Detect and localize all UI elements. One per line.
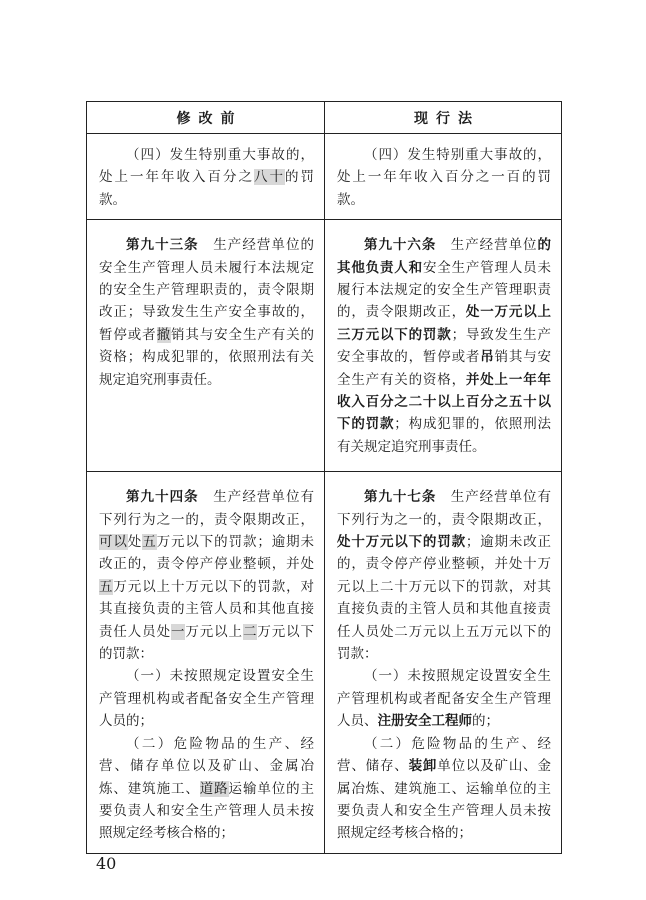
cell-current <box>325 220 562 472</box>
text-segment: 销其与安全生产有关的资格， <box>337 349 552 388</box>
text-segment: 万元以上 <box>185 623 243 640</box>
cell-current-text <box>325 134 561 219</box>
highlighted-text: 五 <box>142 534 157 551</box>
text-segment: 万元以下的罚款： <box>99 623 315 663</box>
bold-text: 吊 <box>480 349 495 366</box>
highlighted-text: 撤 <box>156 326 171 343</box>
cell-before <box>87 220 325 472</box>
paragraph <box>337 234 551 458</box>
table-header-row <box>87 102 562 134</box>
bold-text: 装卸 <box>408 758 438 775</box>
cell-current-text <box>325 220 561 466</box>
bold-text: 处十万元以下的罚款 <box>337 534 466 551</box>
text-segment: （二）危险物品的生产、经营、储存、 <box>337 735 551 775</box>
bold-text: 注册安全工程师 <box>377 713 472 730</box>
text-segment: 运输单位的主要负责人和安全生产管理人员未按照规定经考核合格的； <box>99 780 315 842</box>
text-segment: ；逾期未改正的，责令停产停业整顿，并处十万元以上二十万元以下的罚款，对其直接负责的主管人员和其他直接责任人员处二万元以上五万元以下的罚款： <box>337 534 552 663</box>
text-segment: 的； <box>472 713 499 730</box>
cell-before <box>87 472 325 854</box>
text-segment: ；构成犯罪的，依照刑法有关规定追究刑事责任。 <box>337 416 552 455</box>
bold-text: 的其他负责人和 <box>337 237 552 276</box>
table-row <box>87 220 562 472</box>
bold-text: 处一万元以上三万元以下的罚款 <box>337 304 552 343</box>
header-current: 现行法 <box>325 102 562 134</box>
cell-before-text <box>87 134 324 219</box>
comparison-table <box>86 101 562 854</box>
paragraph <box>337 486 551 665</box>
paragraph <box>99 144 314 211</box>
cell-before <box>87 134 325 220</box>
paragraph <box>337 733 551 845</box>
text-segment: 的罚款。 <box>99 169 314 208</box>
highlighted-text: 八十 <box>254 169 285 186</box>
bold-text: 并处上一年年收入百分之二十以上百分之五十以下的罚款 <box>337 371 552 433</box>
paragraph <box>99 234 314 391</box>
text-segment: （一）未按照规定设置安全生产管理机构或者配备安全生产管理人员、 <box>337 668 551 730</box>
text-segment: ；导致发生生产安全事故的，暂停或者 <box>337 326 552 366</box>
table-row <box>87 472 562 854</box>
highlighted-text: 可以 <box>99 534 128 551</box>
highlighted-text: 二 <box>242 623 258 640</box>
paragraph <box>337 665 551 732</box>
highlighted-text: 五 <box>99 578 114 595</box>
paragraph <box>337 144 551 211</box>
header-before: 修改前 <box>87 102 325 134</box>
bold-text: 第九十三条 <box>126 237 199 254</box>
text-segment: 万元以上十万元以下的罚款，对其直接负责的主管人员和其他直接责任人员处 <box>99 578 315 640</box>
text-segment: 销其与安全生产有关的资格；构成犯罪的，依照刑法有关规定追究刑事责任。 <box>99 326 315 388</box>
cell-current <box>325 134 562 220</box>
cell-current-text <box>325 472 561 853</box>
text-segment: （四）发生特别重大事故的，处上一年年收入百分之 <box>99 147 314 186</box>
highlighted-text: 道路 <box>199 780 229 797</box>
text-segment: （四）发生特别重大事故的，处上一年年收入百分之一百的罚款。 <box>337 147 551 208</box>
paragraph <box>99 665 314 732</box>
text-segment: 安全生产管理人员未履行本法规定的安全生产管理职责的，责令限期改正， <box>337 259 552 321</box>
paragraph <box>99 733 314 845</box>
text-segment: 生产经营单位 <box>436 237 538 254</box>
paragraph <box>99 486 314 665</box>
text-segment: 处 <box>127 534 143 551</box>
bold-text: 第九十六条 <box>364 237 437 254</box>
text-segment: 单位以及矿山、金属冶炼、建筑施工、运输单位的主要负责人和安全生产管理人员未按照规定经考核合格的； <box>337 758 552 842</box>
page-number: 40 <box>96 854 117 873</box>
bold-text: 第九十四条 <box>126 489 199 506</box>
text-segment: （二）危险物品的生产、经营、储存单位以及矿山、金属冶炼、建筑施工、 <box>99 735 314 797</box>
text-segment: 万元以下的罚款；逾期未改正的，责令停产停业整顿，并处 <box>99 534 315 573</box>
table-row <box>87 134 562 220</box>
text-segment: 生产经营单位有下列行为之一的，责令限期改正， <box>99 489 315 528</box>
text-segment: （一）未按照规定设置安全生产管理机构或者配备安全生产管理人员的； <box>99 668 314 730</box>
bold-text: 第九十七条 <box>364 489 437 506</box>
cell-current <box>325 472 562 854</box>
text-segment: 生产经营单位有下列行为之一的，责令限期改正， <box>337 489 552 528</box>
cell-before-text <box>87 472 324 853</box>
text-segment: 生产经营单位的安全生产管理人员未履行本法规定的安全生产管理职责的，责令限期改正；导致发生生产安全事故的，暂停或者 <box>99 237 315 343</box>
cell-before-text <box>87 220 324 399</box>
highlighted-text: 一 <box>170 623 186 640</box>
